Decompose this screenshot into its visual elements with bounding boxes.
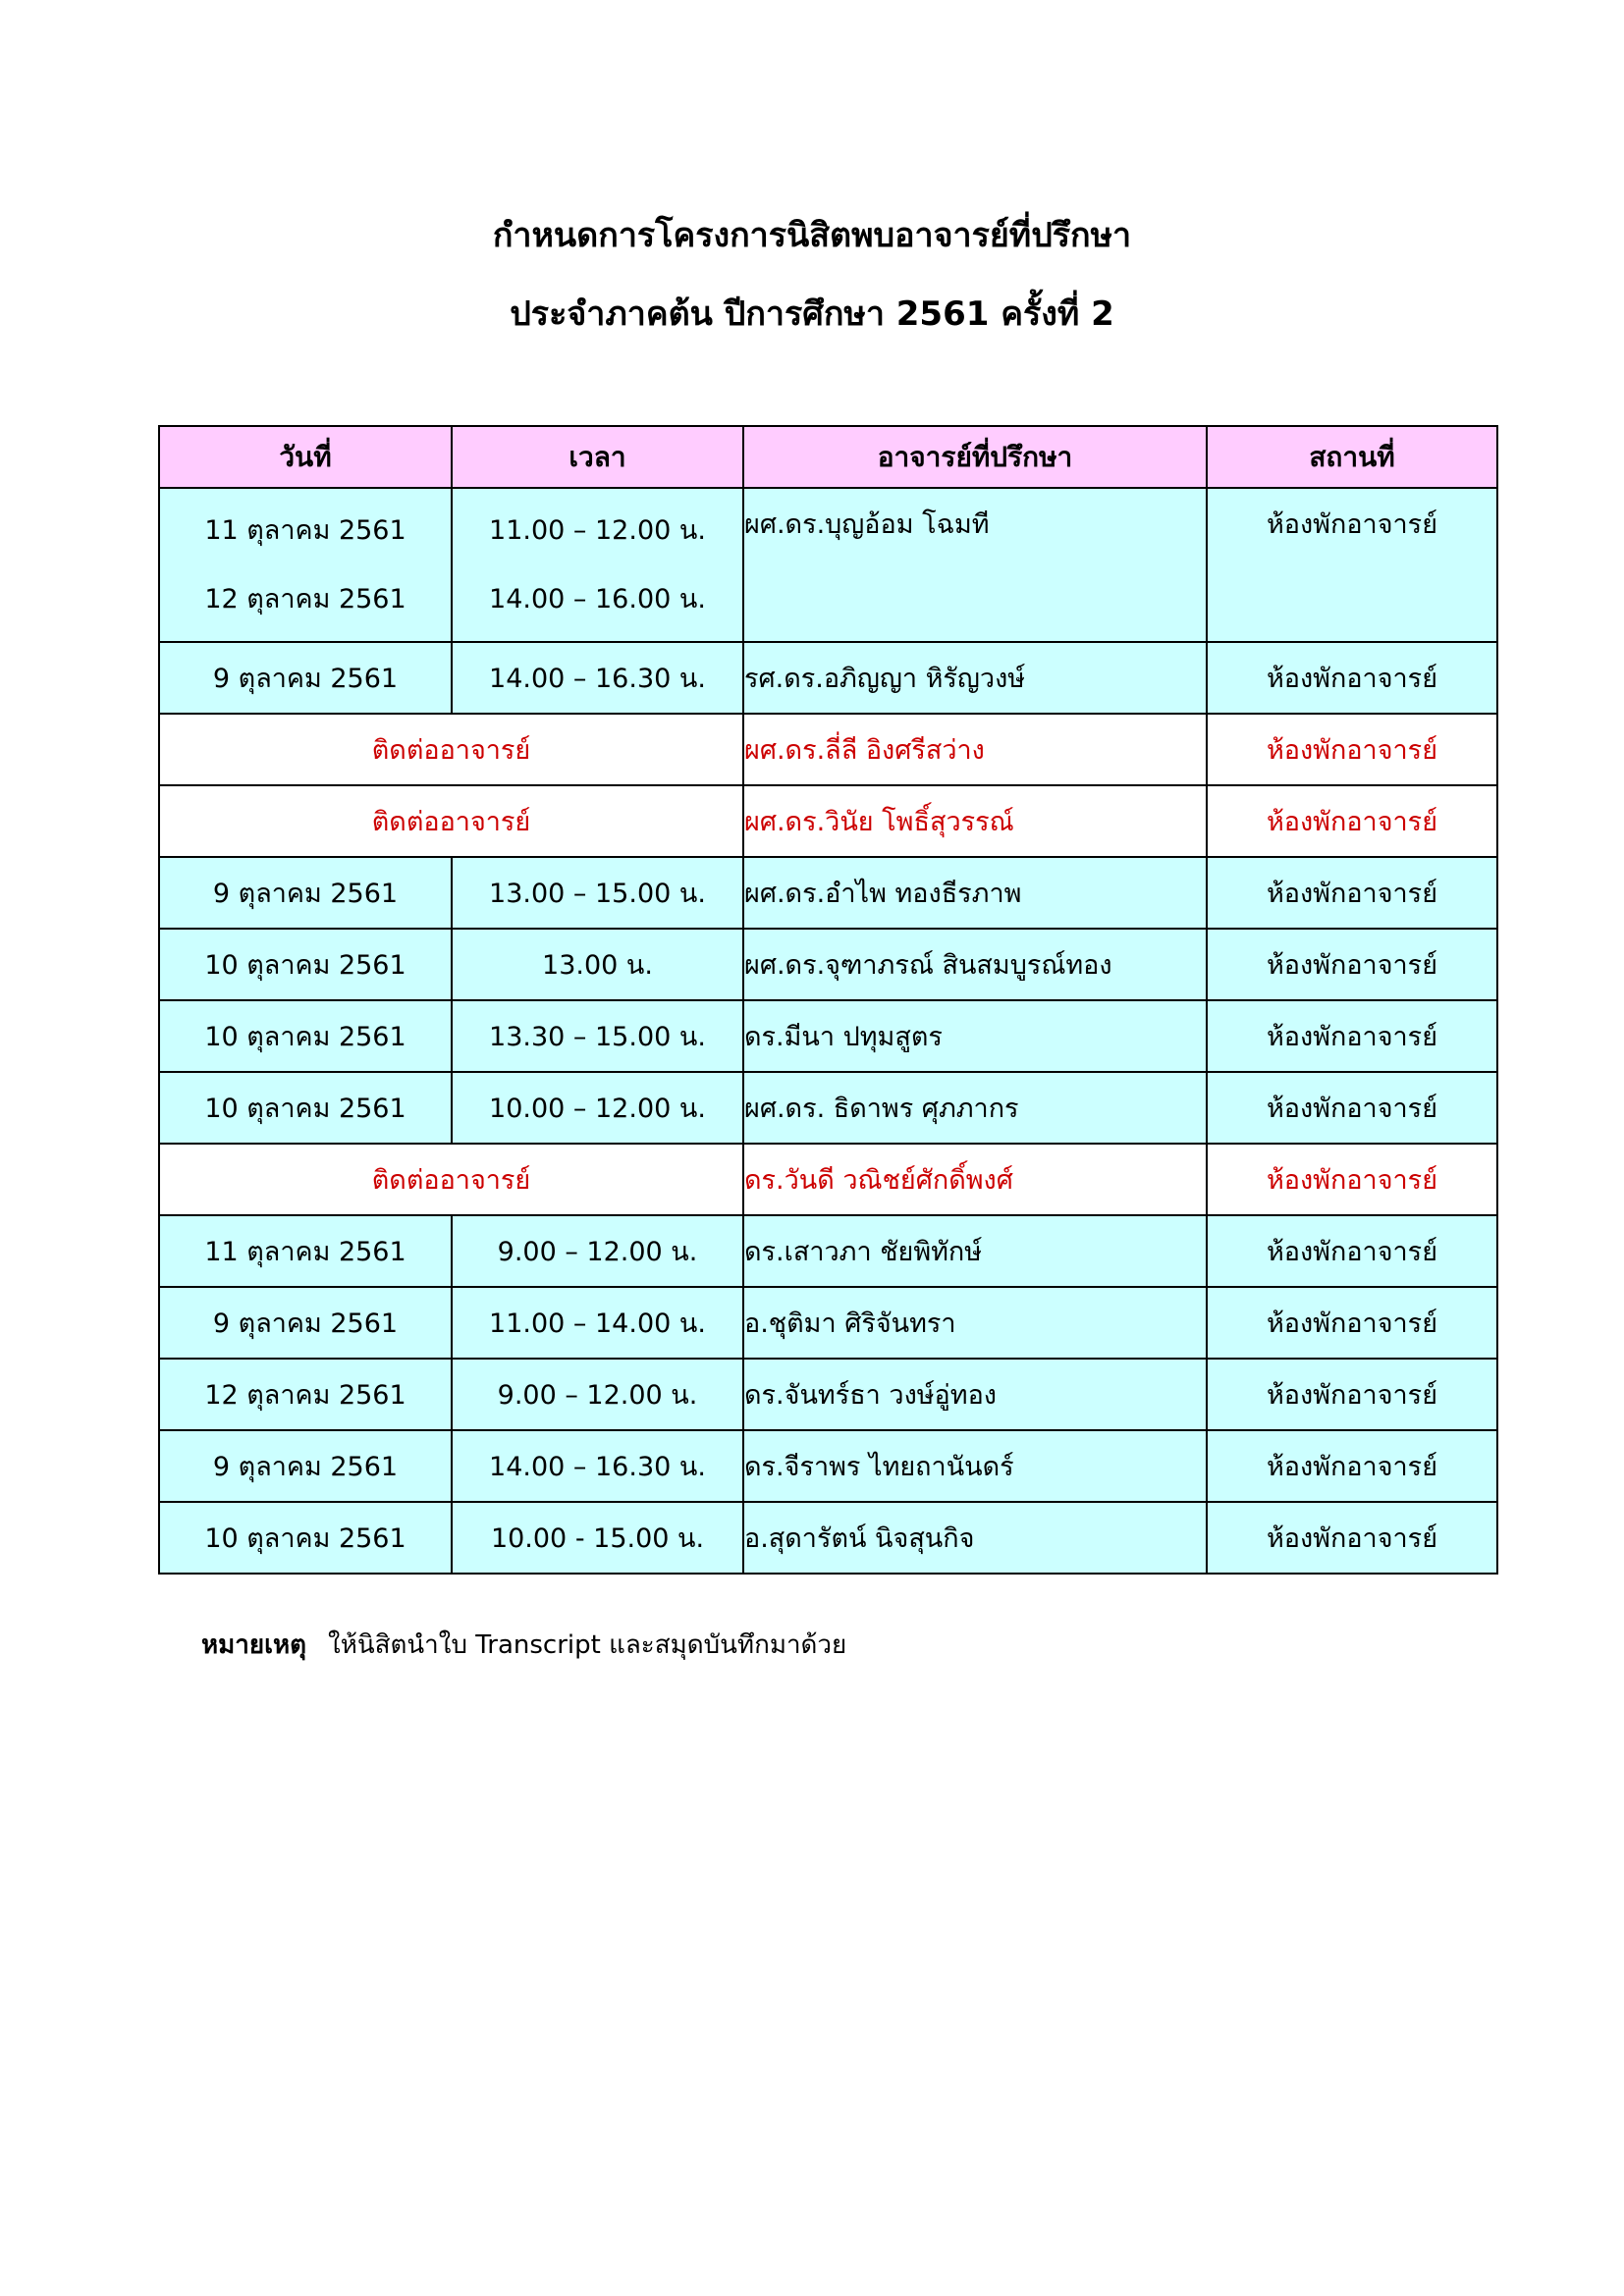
table-row bbox=[159, 714, 1497, 785]
header-place: สถานที่ bbox=[1207, 426, 1497, 488]
place-cell: ห้องพักอาจารย์ bbox=[1207, 785, 1497, 857]
table-row bbox=[159, 1215, 1497, 1287]
advisor-cell: ผศ.ดร.จุฑาภรณ์ สินสมบูรณ์ทอง bbox=[743, 929, 1207, 1000]
place-cell: ห้องพักอาจารย์ bbox=[1207, 488, 1497, 642]
date-cell: 10 ตุลาคม 2561 bbox=[159, 1072, 452, 1144]
advisor-cell: ผศ.ดร.บุญอ้อม โฉมที bbox=[743, 488, 1207, 642]
time-cell: 9.00 – 12.00 น. bbox=[452, 1359, 743, 1430]
place-cell: ห้องพักอาจารย์ bbox=[1207, 1215, 1497, 1287]
date-cell: 12 ตุลาคม 2561 bbox=[159, 1359, 452, 1430]
advisor-cell: ดร.จีราพร ไทยถานันดร์ bbox=[743, 1430, 1207, 1502]
place-cell: ห้องพักอาจารย์ bbox=[1207, 1000, 1497, 1072]
page-title: กำหนดการโครงการนิสิตพบอาจารย์ที่ปรึกษา bbox=[492, 216, 1132, 255]
schedule-table bbox=[158, 425, 1498, 1575]
advisor-cell: อ.สุดารัตน์ นิจสุนกิจ bbox=[743, 1502, 1207, 1574]
date-cell bbox=[159, 488, 452, 642]
table-row bbox=[159, 1287, 1497, 1359]
place-cell: ห้องพักอาจารย์ bbox=[1207, 1359, 1497, 1430]
time-cell: 13.00 – 15.00 น. bbox=[452, 857, 743, 929]
time-cell: 14.00 – 16.30 น. bbox=[452, 642, 743, 714]
time-cell: 11.00 – 14.00 น. bbox=[452, 1287, 743, 1359]
time-cell: 10.00 – 12.00 น. bbox=[452, 1072, 743, 1144]
date-line: 11 ตุลาคม 2561 bbox=[204, 514, 406, 546]
contact-cell: ติดต่ออาจารย์ bbox=[159, 1144, 743, 1215]
place-cell: ห้องพักอาจารย์ bbox=[1207, 714, 1497, 785]
date-cell: 10 ตุลาคม 2561 bbox=[159, 929, 452, 1000]
note-label: หมายเหตุ bbox=[201, 1630, 307, 1660]
date-cell: 10 ตุลาคม 2561 bbox=[159, 1000, 452, 1072]
place-cell: ห้องพักอาจารย์ bbox=[1207, 1430, 1497, 1502]
date-cell: 9 ตุลาคม 2561 bbox=[159, 857, 452, 929]
time-line: 14.00 – 16.00 น. bbox=[489, 583, 706, 614]
table-row bbox=[159, 1359, 1497, 1430]
advisor-cell: อ.ชุติมา ศิริจันทรา bbox=[743, 1287, 1207, 1359]
place-cell: ห้องพักอาจารย์ bbox=[1207, 1287, 1497, 1359]
date-line: 12 ตุลาคม 2561 bbox=[204, 583, 406, 614]
footnote bbox=[201, 1625, 846, 1665]
time-cell bbox=[452, 488, 743, 642]
header-date: วันที่ bbox=[159, 426, 452, 488]
advisor-cell: รศ.ดร.อภิญญา หิรัญวงษ์ bbox=[743, 642, 1207, 714]
advisor-cell: ดร.เสาวภา ชัยพิทักษ์ bbox=[743, 1215, 1207, 1287]
table-row bbox=[159, 642, 1497, 714]
table-row bbox=[159, 488, 1497, 642]
table-row bbox=[159, 1000, 1497, 1072]
advisor-cell: ผศ.ดร.วินัย โพธิ์สุวรรณ์ bbox=[743, 785, 1207, 857]
place-cell: ห้องพักอาจารย์ bbox=[1207, 642, 1497, 714]
place-cell: ห้องพักอาจารย์ bbox=[1207, 1502, 1497, 1574]
place-cell: ห้องพักอาจารย์ bbox=[1207, 1144, 1497, 1215]
table-row bbox=[159, 1144, 1497, 1215]
table-row bbox=[159, 785, 1497, 857]
advisor-cell: ผศ.ดร.ลี่ลี อิงศรีสว่าง bbox=[743, 714, 1207, 785]
contact-cell: ติดต่ออาจารย์ bbox=[159, 714, 743, 785]
advisor-cell: ผศ.ดร. ธิดาพร ศุภภากร bbox=[743, 1072, 1207, 1144]
time-cell: 14.00 – 16.30 น. bbox=[452, 1430, 743, 1502]
date-cell: 11 ตุลาคม 2561 bbox=[159, 1215, 452, 1287]
date-cell: 9 ตุลาคม 2561 bbox=[159, 1430, 452, 1502]
time-cell: 10.00 - 15.00 น. bbox=[452, 1502, 743, 1574]
title-block bbox=[0, 196, 1624, 353]
time-cell: 9.00 – 12.00 น. bbox=[452, 1215, 743, 1287]
place-cell: ห้องพักอาจารย์ bbox=[1207, 929, 1497, 1000]
advisor-cell: ผศ.ดร.อำไพ ทองธีรภาพ bbox=[743, 857, 1207, 929]
time-cell: 13.30 – 15.00 น. bbox=[452, 1000, 743, 1072]
table-row bbox=[159, 929, 1497, 1000]
date-cell: 10 ตุลาคม 2561 bbox=[159, 1502, 452, 1574]
place-cell: ห้องพักอาจารย์ bbox=[1207, 1072, 1497, 1144]
header-advisor: อาจารย์ที่ปรึกษา bbox=[743, 426, 1207, 488]
table-row bbox=[159, 1072, 1497, 1144]
contact-cell: ติดต่ออาจารย์ bbox=[159, 785, 743, 857]
header-row bbox=[159, 426, 1497, 488]
date-cell: 9 ตุลาคม 2561 bbox=[159, 1287, 452, 1359]
header-time: เวลา bbox=[452, 426, 743, 488]
table-row bbox=[159, 1502, 1497, 1574]
advisor-cell: ดร.จันทร์ธา วงษ์อู่ทอง bbox=[743, 1359, 1207, 1430]
advisor-cell: ดร.มีนา ปทุมสูตร bbox=[743, 1000, 1207, 1072]
time-cell: 13.00 น. bbox=[452, 929, 743, 1000]
table-row bbox=[159, 1430, 1497, 1502]
date-cell: 9 ตุลาคม 2561 bbox=[159, 642, 452, 714]
note-text: ให้นิสิตนำใบ Transcript และสมุดบันทึกมาด้วย bbox=[328, 1630, 847, 1660]
place-cell: ห้องพักอาจารย์ bbox=[1207, 857, 1497, 929]
page-subtitle: ประจำภาคต้น ปีการศึกษา 2561 ครั้งที่ 2 bbox=[510, 294, 1114, 334]
time-line: 11.00 – 12.00 น. bbox=[489, 514, 706, 546]
table-row bbox=[159, 857, 1497, 929]
advisor-cell: ดร.วันดี วณิชย์ศักดิ์พงศ์ bbox=[743, 1144, 1207, 1215]
